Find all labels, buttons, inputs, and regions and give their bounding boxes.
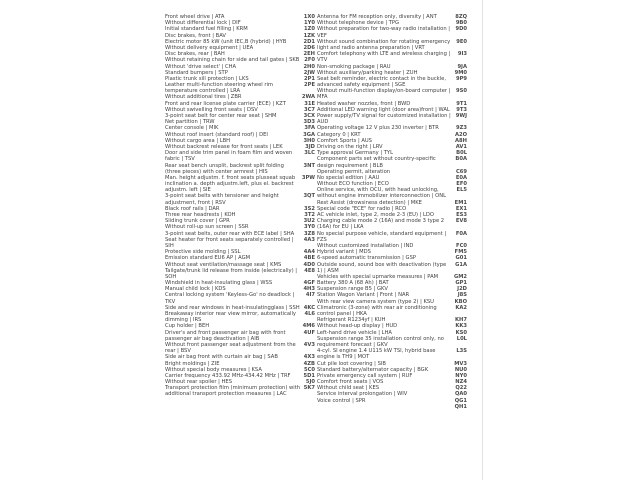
equipment-description: Without auxiliary/parking heater | ZUH: [317, 69, 418, 76]
equipment-description: Windshield in heat-insulating glass | WSS: [165, 280, 273, 287]
equipment-code: GP1: [455, 280, 467, 287]
equipment-code: 4BE: [303, 255, 315, 262]
equipment-description: Without sound combination for rotating emergency light and radio antenna preparation | VRT: [317, 38, 451, 51]
equipment-code: 1X0: [303, 14, 315, 20]
equipment-description: Outside sound, sound box with deactivation (type 1) | ASM: [317, 261, 447, 274]
equipment-code: 4ZB: [303, 360, 315, 367]
equipment-description: 3-point seat belts, outer rear with ECE label | SHA: [165, 230, 295, 237]
equipment-description: Heated washer nozzles, front | BWD: [317, 100, 411, 107]
equipment-row: [317, 51, 467, 63]
equipment-description: Special code "ECE" for radio | RCO: [317, 205, 407, 212]
equipment-description: Driver's and front passenger air bag with front passenger air bag deactivation | AIB: [165, 329, 286, 342]
equipment-description: Manual child lock | KDS: [165, 286, 226, 293]
equipment-description: Without 'drive select' | CHA: [165, 63, 237, 70]
equipment-description: Without preparation for two-way radio installation | VEF: [317, 26, 451, 39]
equipment-code: 1Y0: [304, 20, 315, 27]
equipment-description: Category 0 | KRT: [317, 131, 361, 138]
equipment-code: 9I3: [457, 51, 467, 58]
equipment-description: Seat belt reminder, electric contact in the buckle, advanced safety equipment | SGE: [317, 75, 446, 89]
equipment-row: [165, 292, 315, 304]
equipment-code: 5J0: [305, 379, 315, 386]
equipment-row: [317, 404, 467, 410]
equipment-description: Without roof insert (standard roof) | DEI: [165, 131, 268, 138]
equipment-row: [165, 385, 315, 397]
equipment-description: Side and rear windows in heat-insulatingglass | SSH: [165, 304, 300, 311]
equipment-code: 2D6: [303, 44, 315, 51]
equipment-code: 4X3: [303, 354, 315, 361]
equipment-code: J8S: [457, 292, 467, 299]
equipment-description: Power supply/TV signal for customized installation | AUD: [317, 113, 451, 126]
equipment-code: KK3: [455, 323, 467, 330]
equipment-code: NY0: [455, 372, 467, 379]
equipment-description: Without front passenger seat adjustment from the rear | BSV: [165, 341, 296, 355]
equipment-row: [165, 163, 315, 175]
equipment-description: Battery 380 A (68 Ah) | BAT: [317, 280, 389, 287]
equipment-description: Suspension range 35 installation control only, no requirement forecast | GKV: [317, 335, 444, 348]
equipment-description: Without delivery equipment | UEA: [165, 44, 254, 51]
equipment-row: [317, 262, 467, 274]
equipment-description: Without ECO function | ECO: [317, 181, 389, 188]
equipment-description: Component parts set without country-specific design requirement | BLB: [317, 156, 436, 169]
equipment-code: L3S: [456, 348, 467, 355]
equipment-code: KH7: [455, 317, 467, 324]
equipment-description: Left-hand drive vehicle | LHA: [317, 329, 392, 336]
equipment-code: 3D3: [303, 119, 315, 126]
equipment-row: [165, 330, 315, 342]
equipment-description: Refrigerant R1234yf | KUH: [317, 317, 386, 324]
equipment-code: 4KC: [303, 304, 315, 311]
equipment-description: Private emergency call system | RUF: [317, 372, 413, 379]
equipment-description: Without roll-up sun screen | SSR: [165, 224, 249, 231]
equipment-code: 3QT: [303, 193, 315, 200]
equipment-code: 3Y0: [304, 224, 315, 231]
equipment-description: Additional LED warning light (door area)front | WAL: [317, 106, 450, 113]
equipment-code: QG1: [454, 397, 467, 404]
equipment-code: 2PE: [304, 82, 315, 89]
equipment-description: 3-point seat belts with tensioner and height adjustment, front | RSV: [165, 193, 279, 206]
equipment-code: 4M6: [302, 323, 315, 330]
equipment-description: Front wheel drive | ATA: [165, 14, 225, 20]
equipment-code: 4UF: [303, 329, 315, 336]
equipment-description: Black roof rails | DAR: [165, 205, 220, 212]
equipment-description: Climatronic (3-zone) with rear air conditioning control panel | HKA: [317, 304, 437, 317]
equipment-code: A2O: [454, 131, 467, 138]
equipment-description: Without swivelling front seats | DSV: [165, 106, 258, 113]
equipment-row: [317, 113, 467, 125]
equipment-code: 4D0: [303, 261, 315, 268]
equipment-description: Non-smoking package | RAU: [317, 63, 391, 70]
equipment-code: 8ZQ: [455, 14, 467, 20]
equipment-code: 2EH: [303, 51, 315, 58]
equipment-row: [317, 218, 467, 230]
equipment-description: Comfort telephony with LTE and wireless charging | VTV: [317, 51, 451, 64]
equipment-description: Without rear spoiler | HES: [165, 379, 232, 386]
equipment-row: [165, 268, 315, 280]
equipment-code: B0L: [456, 150, 467, 157]
equipment-row: [317, 231, 467, 243]
equipment-code: 31E: [304, 100, 315, 107]
equipment-description: Side air bag front with curtain air bag | SAB: [165, 354, 278, 361]
equipment-code: EL5: [456, 187, 467, 194]
equipment-code: KBO: [454, 298, 467, 305]
equipment-description: Three rear headrests | KOH: [165, 212, 236, 218]
equipment-code: GM2: [453, 273, 467, 280]
equipment-code: 3U2: [303, 218, 315, 225]
equipment-code: 2JW: [303, 69, 315, 76]
equipment-description: Charging cable mode 2 (16A) and mode 3 type 2 (16A) for EU | LKA: [317, 218, 445, 231]
equipment-description: Tailgate/trunk lid release from inside (electrically) | SOH: [165, 267, 298, 280]
equipment-description: 3-point seat belt for center rear seat | SHM: [165, 113, 277, 119]
equipment-row: [165, 175, 315, 194]
equipment-description: Online service, with OCU, with head unlocking, without engine immobilizer interconnection | ONL: [317, 187, 446, 200]
equipment-code: C69: [455, 168, 467, 175]
equipment-code: E0A: [455, 174, 467, 181]
equipment-description: AC vehicle inlet, type 2, mode 2-3 (EU) | LDO: [317, 212, 434, 218]
equipment-description: Hybrid variant | MDS: [317, 249, 371, 256]
equipment-code: 1ZK: [303, 32, 315, 39]
equipment-code: Q22: [455, 385, 467, 392]
equipment-row: [317, 26, 467, 38]
equipment-row: [317, 305, 467, 317]
equipment-description: Carrier frequency 433.92 MHz-434.42 MHz | TRF: [165, 372, 291, 379]
equipment-description: Disc brakes, rear | BAH: [165, 51, 225, 58]
equipment-code: 4V3: [303, 341, 315, 348]
equipment-description: Without retaining chain for side and tail gates | SKB: [165, 57, 300, 64]
equipment-code: 9Z3: [456, 125, 467, 132]
equipment-row: [165, 193, 315, 205]
equipment-description: Emission standard EU6 AP | AGM: [165, 255, 251, 262]
equipment-code: 4A4: [303, 249, 315, 256]
equipment-code: 3JD: [305, 143, 315, 150]
equipment-column-left: [165, 14, 315, 480]
equipment-description: Door and side trim panel in foam film and woven fabric | TSV: [165, 150, 293, 163]
equipment-row: [165, 82, 315, 94]
equipment-code: QH1: [454, 403, 467, 410]
equipment-row: [165, 311, 315, 323]
equipment-description: Plastic trunk sill protection | LKS: [165, 75, 249, 82]
equipment-description: Comfort front seats | VOS: [317, 379, 384, 386]
equipment-code: FM5: [454, 249, 467, 256]
equipment-description: Sliding trunk cover | GPR: [165, 218, 230, 225]
equipment-row: [317, 398, 467, 404]
equipment-code: 5K7: [303, 385, 315, 392]
equipment-description: Antenna for FM reception only, diversity | ANT: [317, 14, 437, 20]
equipment-code: 9S0: [456, 88, 467, 95]
equipment-description: Without cargo area | LBH: [165, 137, 231, 144]
equipment-code: 4E8: [304, 267, 315, 274]
equipment-code: 4L6: [304, 311, 315, 317]
equipment-code: 9D0: [455, 26, 467, 33]
equipment-code: QA0: [454, 391, 467, 398]
equipment-code: 2P1: [303, 75, 315, 82]
equipment-description: Without child seat | KES: [317, 385, 380, 392]
equipment-code: EM1: [454, 199, 467, 206]
equipment-description: Leather multi-function steering wheel rim temperature controlled | LRA: [165, 82, 273, 95]
equipment-code: AV1: [455, 143, 467, 150]
equipment-description: Without multi-function display/on-board computer | MFA: [317, 88, 451, 101]
equipment-description: Without additional tires | ZBR: [165, 94, 242, 101]
equipment-row: [317, 39, 467, 51]
equipment-description: Station Wagon Variant | Front | NAR: [317, 292, 410, 299]
equipment-row: [317, 88, 467, 100]
equipment-row: [317, 76, 467, 88]
equipment-code: KA2: [455, 304, 467, 311]
equipment-description: Suspension range B5 | GKV: [317, 286, 388, 293]
equipment-code: A8H: [455, 137, 467, 144]
equipment-description: Without special body measures | KSA: [165, 366, 262, 373]
equipment-code: G01: [455, 255, 467, 262]
equipment-description: Protective side molding | SSL: [165, 249, 241, 256]
equipment-description: Bright moldings | ZIE: [165, 360, 220, 367]
equipment-description: 4-cyl. SI engine 1.4 U115 kW TSI, hybrid base engine is TH9 | MOT: [317, 348, 436, 361]
equipment-code: 2F0: [304, 57, 315, 64]
equipment-description: Breakaway interior rear view mirror, automatically dimming | IRS: [165, 311, 296, 324]
equipment-code: 9JA: [457, 63, 467, 70]
equipment-description: Comfort Sports | AUS: [317, 137, 372, 144]
equipment-code: MV3: [454, 360, 467, 367]
equipment-description: Rest Assist (drowsiness detection) | MKE: [317, 199, 422, 206]
equipment-description: Center console | MIK: [165, 125, 219, 132]
equipment-code: 4I7: [305, 292, 315, 299]
equipment-description: Without telephone device | TPG: [317, 20, 400, 27]
equipment-code: 3Z8: [304, 230, 315, 237]
equipment-code: 5C0: [303, 366, 315, 373]
equipment-code: F0A: [455, 230, 467, 237]
equipment-description: Seat heater for front seats separately controlled | SIH: [165, 236, 294, 249]
equipment-description: Without differential lock | DIF: [165, 20, 241, 27]
page-divider: [482, 0, 483, 480]
equipment-code: 3NT: [303, 162, 315, 169]
equipment-description: Without seat ventilation/massage seat | KMS: [165, 261, 282, 268]
equipment-description: Man. height adjustm. f. front seats plusseat squab inclination a. depth adjustm.left, plus el. backrest adjustm. left | SIE: [165, 174, 296, 194]
equipment-code: G1A: [455, 261, 467, 268]
equipment-code: L0L: [456, 335, 467, 342]
equipment-code: 2WA: [301, 94, 315, 101]
equipment-description: Transport protection film (minimum protection) with additional transport protection measures | LAC: [165, 385, 301, 398]
equipment-code: 3H0: [303, 137, 315, 144]
equipment-description: Operating voltage 12 V plus 230 inverter | BTR: [317, 125, 439, 132]
equipment-code: 3CX: [303, 113, 315, 119]
equipment-code: EX1: [455, 205, 467, 212]
equipment-code: 3T2: [304, 212, 315, 218]
equipment-code: KS0: [455, 329, 467, 336]
equipment-code: 9E0: [456, 38, 467, 45]
equipment-row: [317, 187, 467, 199]
equipment-code: 3FA: [304, 125, 315, 132]
equipment-description: Type approval Germany | TYL: [317, 150, 393, 157]
equipment-code: 3PW: [301, 174, 315, 181]
equipment-description: Central locking system 'Keyless-Go' no deadlock | TKV: [165, 292, 295, 305]
equipment-code: 9B0: [455, 20, 467, 27]
equipment-description: Without head-up display | HUD: [317, 323, 398, 330]
equipment-code: EF0: [456, 181, 467, 188]
equipment-code: NZ4: [455, 379, 467, 386]
equipment-code: 2D1: [303, 38, 315, 45]
equipment-description: No special purpose vehicle, standard equipment | FZS: [317, 230, 447, 243]
equipment-code: 4A3: [303, 236, 315, 243]
equipment-description: Service interval prolongation | WIV: [317, 391, 408, 398]
equipment-code: 5D1: [303, 372, 315, 379]
equipment-description: With rear view camera system (type 2) | KSU: [317, 298, 434, 305]
equipment-description: 6-speed automatic transmission | GSP: [317, 255, 417, 262]
equipment-code: 9M0: [454, 69, 467, 76]
equipment-code: 3C7: [303, 106, 315, 113]
equipment-description: Standard bumpers | STP: [165, 69, 228, 76]
equipment-description: Electric motor 85 kW (unit IEC,B (hybrid) | HYB: [165, 38, 287, 45]
equipment-description: Net partition | TRW: [165, 119, 215, 126]
equipment-description: Voice control | SPR: [317, 397, 366, 404]
equipment-description: Standard battery/alternator capacity | BGK: [317, 366, 429, 373]
equipment-code: 3S2: [304, 205, 315, 212]
equipment-code: J2D: [457, 286, 467, 293]
equipment-row: [317, 348, 467, 360]
equipment-description: Cup holder | BEH: [165, 323, 210, 330]
equipment-row: [317, 336, 467, 348]
equipment-description: Without customized installation | IND: [317, 242, 414, 249]
equipment-code: FC0: [456, 242, 467, 249]
equipment-description: Vehicles with special upmarke measures | PAM: [317, 273, 439, 280]
equipment-code: B0A: [455, 156, 467, 163]
equipment-row: [165, 342, 315, 354]
equipment-code: NU0: [454, 366, 467, 373]
equipment-code: 2H0: [303, 63, 315, 70]
equipment-description: Driving on the right | LRV: [317, 143, 383, 150]
equipment-code: 9T1: [456, 100, 467, 107]
equipment-code: 3GA: [303, 131, 315, 138]
equipment-code: EV8: [455, 218, 467, 225]
equipment-description: Without backrest release for front seats | LEK: [165, 143, 283, 150]
equipment-code: 9P9: [455, 75, 467, 82]
equipment-code: ES3: [456, 212, 467, 218]
equipment-row: [165, 237, 315, 249]
equipment-code: 4H3: [303, 286, 315, 293]
equipment-row: [317, 156, 467, 168]
equipment-description: Disc brakes, front | BAV: [165, 32, 226, 39]
equipment-code: 9T3: [456, 106, 467, 113]
equipment-description: Cut pile loot covering | SIB: [317, 360, 386, 367]
equipment-code: 3LC: [304, 150, 315, 157]
equipment-code: 1Z0: [304, 26, 315, 33]
equipment-code: 9WJ: [455, 113, 467, 119]
equipment-description: No special edition | AAU: [317, 174, 380, 181]
equipment-description: Initial standard fuel filling | KRM: [165, 26, 248, 33]
equipment-description: Rear seat bench unsplit, backrest split folding (three pieces) with center armrest | HIS: [165, 162, 284, 175]
equipment-description: Operating permit, alteration: [317, 168, 391, 175]
equipment-row: [165, 150, 315, 162]
equipment-description: Front and rear license plate carrier (ECE) | KZT: [165, 100, 286, 107]
equipment-column-right: [317, 14, 467, 480]
equipment-code: 4GF: [303, 280, 315, 287]
